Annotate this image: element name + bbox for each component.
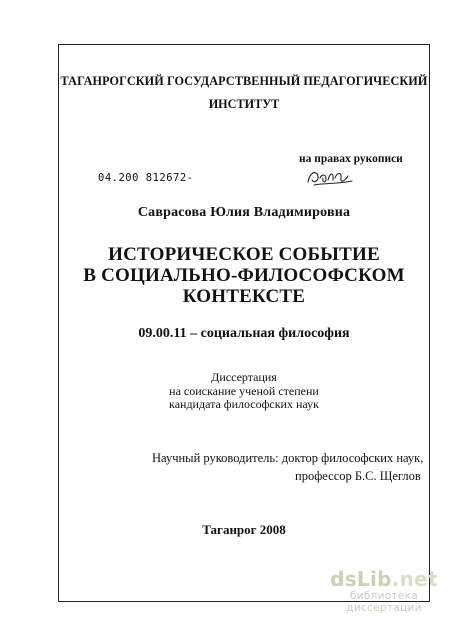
supervisor-line-2: профессор Б.С. Щеглов [295, 469, 421, 483]
institution-type: ИНСТИТУТ [208, 97, 280, 111]
dissertation-title [58, 244, 430, 307]
title-line-2: В СОЦИАЛЬНО-ФИЛОСОФСКОМ [83, 265, 405, 286]
degree-info [58, 371, 430, 412]
handwritten-signature [304, 166, 356, 188]
degree-line-1: Диссертация [211, 370, 277, 384]
city-year: Таганрог 2008 [202, 522, 286, 537]
watermark-logo-tld: .net [391, 567, 438, 591]
library-code: 04.200 812672- [98, 172, 194, 184]
watermark-subtitle: библиотека диссертаций [346, 590, 422, 614]
supervisor-line-1: Научный руководитель: доктор философских наук, [152, 451, 424, 465]
page-border [58, 44, 430, 602]
title-line-1: ИСТОРИЧЕСКОЕ СОБЫТИЕ [108, 244, 380, 265]
specialty: 09.00.11 – социальная философия [138, 326, 350, 341]
degree-line-3: кандидата философских наук [169, 397, 319, 411]
institution-name: ТАГАНРОГСКИЙ ГОСУДАРСТВЕННЫЙ ПЕДАГОГИЧЕСКИЙ [60, 74, 428, 88]
watermark-logo-main: dsLib [330, 567, 392, 591]
author-name: Саврасова Юлия Владимировна [137, 205, 351, 220]
title-line-3: КОНТЕКСТЕ [182, 286, 306, 307]
watermark-logo [320, 569, 448, 589]
watermark [320, 569, 448, 614]
degree-line-2: на соискание ученой степени [169, 383, 319, 398]
rights-note: на правах рукописи [299, 153, 403, 165]
